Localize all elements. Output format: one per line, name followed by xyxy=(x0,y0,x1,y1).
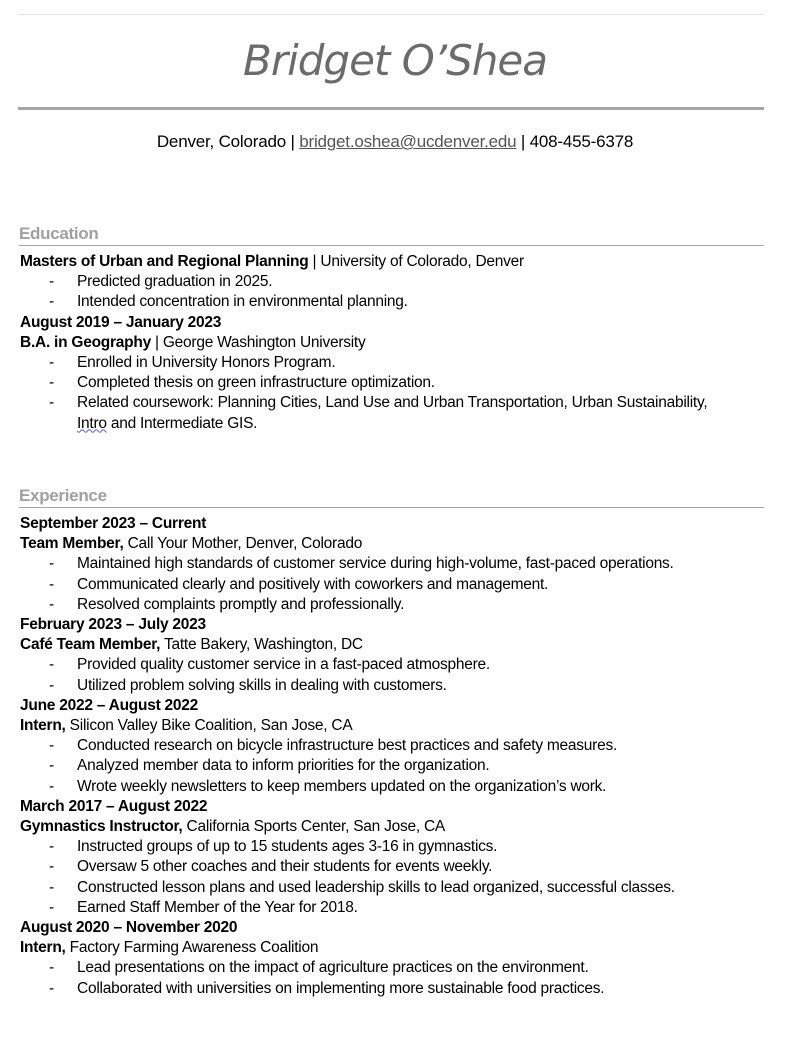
page-top-rule xyxy=(18,14,764,15)
job-org: Call Your Mother, Denver, Colorado xyxy=(123,535,363,553)
list-item: - Provided quality customer service in a fast-paced atmosphere. xyxy=(20,655,764,675)
masters-degree-line xyxy=(20,252,764,272)
list-item: - Enrolled in University Honors Program. xyxy=(20,353,764,373)
name-divider xyxy=(18,107,764,110)
contact-separator: | xyxy=(285,132,300,151)
job-title-line xyxy=(20,938,764,958)
job-entry xyxy=(20,797,764,918)
resume-name: Bridget O’Shea xyxy=(243,36,547,85)
coursework-rest: and Intermediate GIS. xyxy=(106,414,258,432)
job-title: Intern, xyxy=(20,939,66,957)
job-title-line xyxy=(20,716,764,736)
separator: | xyxy=(150,333,163,351)
job-title: Gymnastics Instructor, xyxy=(20,818,183,836)
experience-section xyxy=(20,485,764,999)
job-org: Silicon Valley Bike Coalition, San Jose, CA xyxy=(65,717,353,735)
job-entry xyxy=(20,615,764,696)
spellcheck-word: Intro xyxy=(77,414,107,432)
job-org: Tatte Bakery, Washington, DC xyxy=(160,636,363,654)
job-bullets xyxy=(20,736,764,797)
job-bullets xyxy=(20,958,764,998)
coursework-continuation xyxy=(20,414,764,434)
degree-title: B.A. in Geography xyxy=(20,333,151,351)
education-heading: Education xyxy=(19,223,764,246)
job-org: California Sports Center, San Jose, CA xyxy=(182,818,445,836)
job-dates: September 2023 – Current xyxy=(20,515,207,532)
masters-bullets xyxy=(20,272,764,312)
ba-degree-line xyxy=(20,333,764,353)
education-section xyxy=(20,223,764,434)
list-item: - Maintained high standards of customer service during high-volume, fast-paced operations. xyxy=(20,554,764,574)
job-title-line xyxy=(20,635,764,655)
job-title: Café Team Member, xyxy=(20,636,161,654)
job-dates: June 2022 – August 2022 xyxy=(20,696,199,714)
list-item: - Instructed groups of up to 15 students ages 3-16 in gymnastics. xyxy=(20,837,764,857)
school-name: George Washington University xyxy=(162,333,366,351)
job-title: Intern, xyxy=(20,717,66,735)
job-title-line xyxy=(20,534,764,554)
job-title: Team Member, xyxy=(20,535,124,553)
degree-title: Masters of Urban and Regional Planning xyxy=(20,253,309,270)
list-item: - Related coursework: Planning Cities, Land Use and Urban Transportation, Urban Sustainability, xyxy=(20,393,764,413)
job-dates: August 2020 – November 2020 xyxy=(20,919,238,937)
job-entry xyxy=(20,918,764,999)
job-bullets xyxy=(20,554,764,615)
contact-separator: | xyxy=(516,132,530,151)
list-item: - Lead presentations on the impact of agriculture practices on the environment. xyxy=(20,958,764,978)
list-item: - Completed thesis on green infrastructure optimization. xyxy=(20,373,764,393)
list-item: - Constructed lesson plans and used leadership skills to lead organized, successful classes. xyxy=(20,878,764,898)
contact-line xyxy=(0,131,790,153)
school-name: University of Colorado, Denver xyxy=(320,253,524,270)
job-org: Factory Farming Awareness Coalition xyxy=(65,939,319,957)
job-dates: February 2023 – July 2023 xyxy=(20,616,206,634)
list-item: - Oversaw 5 other coaches and their students for events weekly. xyxy=(20,857,764,877)
list-item: - Conducted research on bicycle infrastructure best practices and safety measures. xyxy=(20,736,764,756)
location: Denver, Colorado xyxy=(156,132,286,151)
ba-bullets xyxy=(20,353,764,414)
job-bullets xyxy=(20,837,764,918)
list-item: - Predicted graduation in 2025. xyxy=(20,272,764,292)
list-item: - Wrote weekly newsletters to keep members updated on the organization’s work. xyxy=(20,777,764,797)
job-entry xyxy=(20,514,764,615)
email-link[interactable]: bridget.oshea@ucdenver.edu xyxy=(299,132,517,151)
phone: 408-455-6378 xyxy=(529,132,634,151)
job-entry xyxy=(20,696,764,797)
ba-dates: August 2019 – January 2023 xyxy=(20,313,222,331)
experience-heading: Experience xyxy=(19,485,764,508)
separator: | xyxy=(308,253,321,270)
list-item: - Earned Staff Member of the Year for 2018. xyxy=(20,898,764,918)
list-item: - Collaborated with universities on implementing more sustainable food practices. xyxy=(20,979,764,999)
list-item: - Intended concentration in environmental planning. xyxy=(20,292,764,312)
list-item: - Communicated clearly and positively with coworkers and management. xyxy=(20,575,764,595)
job-title-line xyxy=(20,817,764,837)
list-item: - Analyzed member data to inform priorities for the organization. xyxy=(20,756,764,776)
list-item: - Utilized problem solving skills in dealing with customers. xyxy=(20,676,764,696)
job-bullets xyxy=(20,655,764,695)
list-item: - Resolved complaints promptly and professionally. xyxy=(20,595,764,615)
job-dates: March 2017 – August 2022 xyxy=(20,797,208,815)
